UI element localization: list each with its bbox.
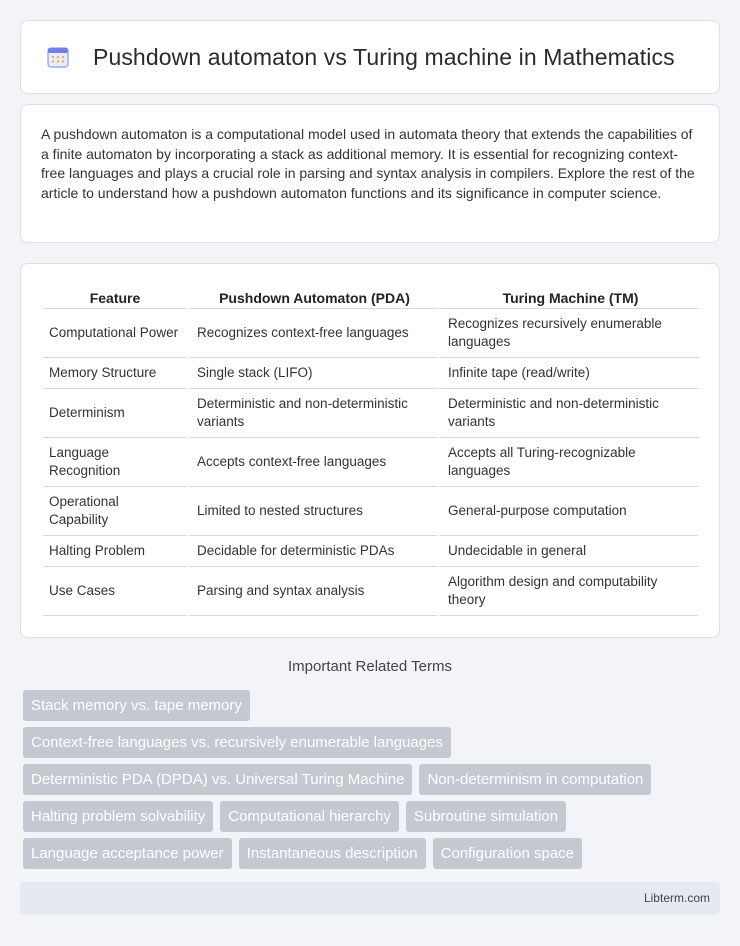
table-cell-pda: Recognizes context-free languages xyxy=(187,309,438,358)
related-terms-list xyxy=(23,690,723,875)
table-cell-tm: Accepts all Turing-recognizable languages xyxy=(438,438,699,487)
tag-row xyxy=(23,801,723,832)
related-term-tag[interactable]: Language acceptance power xyxy=(23,838,232,869)
table-row xyxy=(43,358,699,389)
table-cell-feature: Computational Power xyxy=(43,309,187,358)
page-title: Pushdown automaton vs Turing machine in Mathematics xyxy=(93,43,675,70)
footer xyxy=(20,882,720,915)
intro-card xyxy=(20,104,720,243)
related-term-tag[interactable]: Stack memory vs. tape memory xyxy=(23,690,250,721)
related-term-tag[interactable]: Instantaneous description xyxy=(239,838,426,869)
table-cell-feature: Language Recognition xyxy=(43,438,187,487)
table-cell-tm: Algorithm design and computability theory xyxy=(438,567,699,616)
column-header-tm: Turing Machine (TM) xyxy=(438,286,699,309)
table-cell-feature: Use Cases xyxy=(43,567,187,616)
table-cell-pda: Decidable for deterministic PDAs xyxy=(187,536,438,567)
related-term-tag[interactable]: Non-determinism in computation xyxy=(419,764,651,795)
comparison-table xyxy=(43,286,699,616)
table-cell-pda: Limited to nested structures xyxy=(187,487,438,536)
table-cell-feature: Halting Problem xyxy=(43,536,187,567)
table-row xyxy=(43,567,699,616)
table-row xyxy=(43,389,699,438)
table-cell-pda: Deterministic and non-deterministic variants xyxy=(187,389,438,438)
intro-paragraph: A pushdown automaton is a computational model used in automata theory that extends the capabilities of a finite automaton by incorporating a stack as additional memory. It is essential for recognizing context-free languages and plays a crucial role in parsing and syntax analysis in compilers. Explore the rest of the article to understand how a pushdown automaton functions and its significance in computer science. xyxy=(41,126,695,201)
table-row xyxy=(43,309,699,358)
column-header-feature: Feature xyxy=(43,286,187,309)
table-cell-pda: Single stack (LIFO) xyxy=(187,358,438,389)
tag-row xyxy=(23,690,723,721)
tag-row xyxy=(23,727,723,758)
table-cell-pda: Parsing and syntax analysis xyxy=(187,567,438,616)
footer-brand[interactable]: Libterm.com xyxy=(643,891,710,905)
table-cell-tm: General-purpose computation xyxy=(438,487,699,536)
related-term-tag[interactable]: Subroutine simulation xyxy=(406,801,566,832)
comparison-table-card xyxy=(20,263,720,638)
table-row xyxy=(43,438,699,487)
related-term-tag[interactable]: Deterministic PDA (DPDA) vs. Universal Turing Machine xyxy=(23,764,412,795)
tag-row xyxy=(23,764,723,795)
column-header-pda: Pushdown Automaton (PDA) xyxy=(187,286,438,309)
table-cell-tm: Deterministic and non-deterministic variants xyxy=(438,389,699,438)
table-cell-feature: Operational Capability xyxy=(43,487,187,536)
tag-row xyxy=(23,838,723,869)
table-cell-tm: Infinite tape (read/write) xyxy=(438,358,699,389)
table-cell-feature: Determinism xyxy=(43,389,187,438)
table-header-row xyxy=(43,286,699,309)
header-card xyxy=(20,20,720,94)
table-row xyxy=(43,487,699,536)
related-terms-heading: Important Related Terms xyxy=(288,658,452,675)
related-term-tag[interactable]: Computational hierarchy xyxy=(220,801,399,832)
calendar-grid-icon xyxy=(45,44,71,70)
table-row xyxy=(43,536,699,567)
table-cell-feature: Memory Structure xyxy=(43,358,187,389)
table-cell-tm: Recognizes recursively enumerable languages xyxy=(438,309,699,358)
table-cell-tm: Undecidable in general xyxy=(438,536,699,567)
table-cell-pda: Accepts context-free languages xyxy=(187,438,438,487)
related-term-tag[interactable]: Configuration space xyxy=(433,838,582,869)
related-term-tag[interactable]: Halting problem solvability xyxy=(23,801,213,832)
related-term-tag[interactable]: Context-free languages vs. recursively enumerable languages xyxy=(23,727,451,758)
